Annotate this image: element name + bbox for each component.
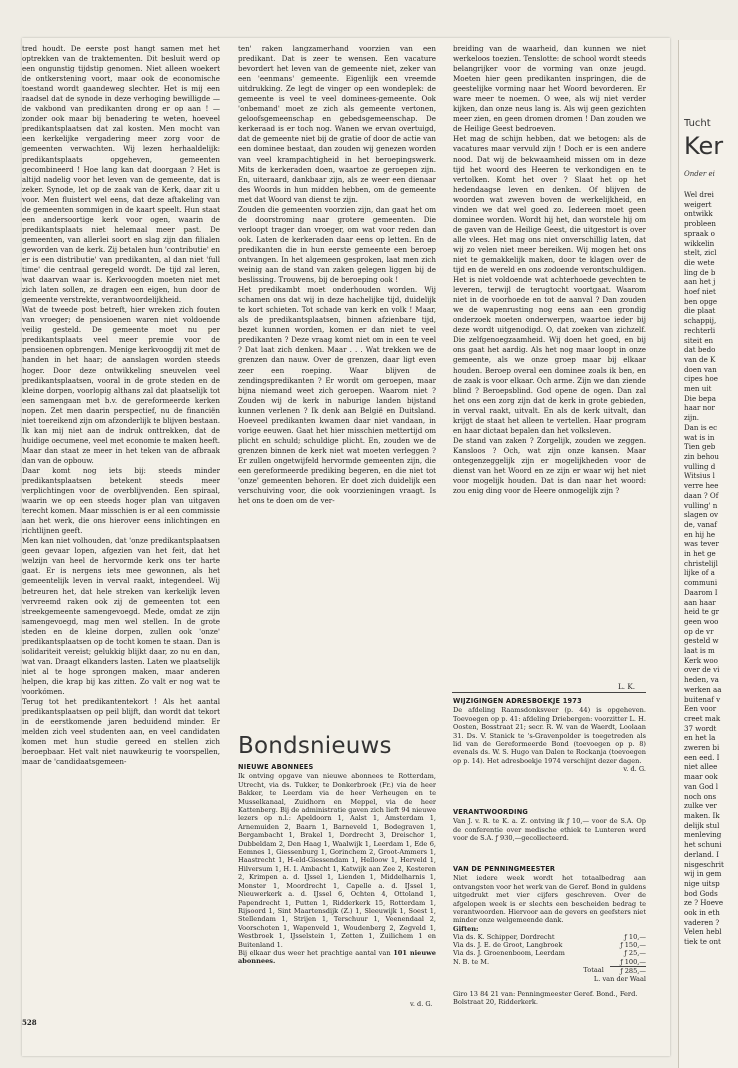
article-column-1 xyxy=(22,44,220,979)
next-page-strip xyxy=(678,40,738,1068)
paragraph: Men kan niet volhouden, dat 'onze predikantsplaatsen geen gevaar lopen, afgezien van het feit, dat het welzijn van heel de hervormde kerk ons ter harte gaat. Er is nergens iets mee gewonnen, als het gemeentelijk leven in verval raakt, integendeel. Wij betreuren het, dat hele streken van kerkelijk leven vervreemd raken ook zij de gemeenten tot een streekgemeente samengevoegd. Mede, omdat ze zijn samengevoegd, mag men wel stellen. In de grote steden en de kleine dorpen, zullen ook 'onze' predikantsplaatsen op de tocht komen te staan. Dan is solidariteit vereist; gelukkig blijkt daar, zo nu en dan, wat van. Draagt elkanders lasten. Laten we plaatselijk niet al te hoge sprongen maken, maar anderen helpen, die krap bij kas zitten. Zo valt er nog wat te voorkómen. xyxy=(22,536,220,696)
section-text: Van J. v. R. te K. a. Z. ontving ik ƒ 10,— voor de S.A. Op de conferentie over medische ethiek te Lunteren werd voor de S.A. ƒ 930,—gecollecteerd. xyxy=(453,817,646,843)
penningmeester-section xyxy=(453,865,646,985)
section-closing: Bij elkaar dus weer het prachtige aantal van 101 nieuwe abonnees. xyxy=(238,948,436,966)
giften-label: Giften: xyxy=(453,924,479,933)
paragraph: ten' raken langzamerhand voorzien van een predikant. Dat is zeer te wensen. Een vacature bevordert het leven van de gemeente niet, zeker van een 'eenmans' gemeente. Eigenlijk een vreemde uitdrukking. Ze legt de vinger op een wondeplek: de gemeente is veel te veel dominees-gemeente. Ook 'onbemand' moet ze zich als gemeente vertonen, geloofsgemeenschap en gebedsgemeenschap. De kerkeraad is er toch nog. Wanen we ervan overtuigd, dat de gemeente niet bij de gratie of door de actie van een dominee bestaat, dan zouden wij genezen worden van veel krampachtigheid in het beroepingswerk. Mits de kerkeraden doen, waartoe ze geroepen zijn. En, uiteraard, dankbaar zijn, als ze weer een dienaar des Woords in hun midden hebben, om de gemeente met dat Woord van dienst te zijn. xyxy=(238,44,436,204)
signoff: L. van der Waal xyxy=(593,974,646,983)
section-text: Ik ontving opgave van nieuwe abonnees te Rotterdam, Utrecht, via ds. Tukker, te Donkerbroek (Fr.) via de heer Bakker, te Leerdam via de heer Verheugen en te Musselkanaal, Zuidhorn en Meppel, via de heer Kattenberg. Bij de administratie gaven zich lieft 94 nieuwe lezers op n.l.: Apeldoorn 1, Aalst 1, Amsterdam 1, Arnemuiden 2, Baarn 1, Barneveld 1, Bodegraven 1, Bergambacht 1, Brakel 1, Dordrecht 3, Dreischor 1, Dubbeldam 2, Den Haag 1, Waalwijk 1, Leerdam 1, Ede 6, Eemnes 1, Giessenburg 1, Gorinchem 2, Groot-Ammers 1, Haastrecht 1, H-eld-Giessendam 1, Helloow 1, Herveld 1, Hilversum 1, H. I. Ambacht 1, Katwijk aan Zee 2, Kesteren 2, Krimpen a. d. IJssel 1, Lienden 1, Middelharnis 1, Monster 1, Moordrecht 1, Capelle a. d. IJssel 1, Nieuwerkerk a. d. IJssel 6, Ochten 4, Ottoland 1, Papendrecht 1, Putten 1, Ridderkerk 15, Rotterdam 1, Rijsoord 1, Sint Maartensdijk (Z.) 1, Sleeuwijk 1, Soest 1, Stellendam 1, Strijen 1, Terschuur 1, Veenendaal 2, Voorschoten 1, Wapenveld 1, Woudenberg 2, Zegveld 1, Westbroek 1, IJsselstein 1, Zetten 1, Zuilichem 1 en Buitenland 1. xyxy=(238,772,436,949)
paragraph: Zouden die gemeenten voorzien zijn, dan gaat het om de doorstroming naar grotere gemeenten. Die verloopt trager dan vroeger, om wat voor reden dan ook. Laten de kerkeraden daar eens op letten. En de predikanten die in hun eerste gemeente een beroep ontvangen. In het algemeen gesproken, laat men zich weinig aan de stand van zaken gelegen liggen bij de beslissing. Trouwens, bij de beroeping ook ! xyxy=(238,204,436,285)
section-heading: Bondsnieuws xyxy=(238,733,392,759)
wijzigingen-section xyxy=(453,697,646,807)
signoff: v. d. G. xyxy=(410,1000,433,1008)
table-row: Via ds. J. E. de Groot, Langbroek ƒ 150,— xyxy=(453,941,646,950)
table-row: N. B. te M. ƒ 100,— xyxy=(453,957,646,966)
paragraph: breiding van de waarheid, dan kunnen we niet werkeloos toezien. Tenslotte: de school wordt steeds belangrijker voor de vorming van onze jeugd. Moeten hier geen predikanten inspringen, die de geestelijke vorming naar het Woord bevorderen. Er ware meer te noemen. O wee, als wij niet verder kijken, dan onze neus lang is. Als wij geen gezichten meer zien, en geen dromen dromen ! Dan zouden we de Heilige Geest bedroeven. xyxy=(453,44,646,134)
next-page-text: Wel drei weigert ontwikk probleen spraak o wikkelin stelt, zicl die wete ling de b aan het j hoef niet ben opge die plaat schappij, rechterli siteit en dat bedo van de K doen van cipes hoe men uit Die bepa haar nor zijn. Dan is ec wat is in Tien geb zin behou vulling d Witsius l verre hee daan ? Of vulling' n slagen ov de, vanaf en hij he was tever in het ge christelijl lijke of a communi Daarom I aan haar heid te gr geen woo op de vr gesteld w laat is m Kerk woo over de vi heden, va werken aa buitenaf v Een voor creet mak 37 wordt en het la zweren bi een eed. I niet allee maar ook van God l noch ons zulke ver maken. Ik delijk stul menleving het schuni derland. I nisgeschrit wij in gem nige uitsp bod Gods ze ? Hoeve ook in eth vaderen ? Velen hebl tiek te ont xyxy=(684,190,724,947)
table-row: Via ds. J. Groenenboom, Leerdam ƒ 25,— xyxy=(453,949,646,958)
paragraph: Terug tot het predikantentekort ! Als het aantal predikantsplaatsen op peil blijft, dan wordt dat tekort in de eerstkomende jaren beduidend minder. Er melden zich veel studenten aan, en veel candidaten komen met hun studie gereed en stellen zich beroepbaar. Het valt niet nauwkeurig te voorspellen, maar de 'candidaatsgemeen- xyxy=(22,697,220,767)
article-column-3 xyxy=(453,44,646,692)
total-row: Totaal ƒ 285,— xyxy=(583,966,646,975)
nieuwe-abonnees-section xyxy=(238,763,436,993)
section-text: Niet iedere week wordt het totaalbedrag aan ontvangsten voor het werk van de Geref. Bond in guldens uitgedrukt met vier cijfers geschreven. Over de afgelopen week is er slechts een bescheiden bedrag te verantwoorden. Hiervoor aan de gevers en geefsters niet minder onze welgemeende dank. xyxy=(453,874,646,925)
page-number: 528 xyxy=(22,1018,37,1027)
next-page-heading: Ker xyxy=(684,132,724,160)
paragraph: Daar komt nog iets bij: steeds minder predikantsplaatsen betekent steeds meer verplichtingen voor de overblijvenden. Een spiraal, waarin we op een steeds hoger plan van uitgaven terecht komen. Maar misschien is er al een commissie aan het werk, die ons hierover eens inlichtingen en richtlijnen geeft. xyxy=(22,465,220,536)
paragraph: tred houdt. De eerste post hangt samen met het optrekken van de traktementen. Dit besluit werd op een ongunstig tijdstip genomen. Niet alleen woekert de ontkerstening voort, maar ook de economische toestand wordt gaandeweg slechter. Het is mij een raadsel dat de synode in deze verhoging bewilligde — de vakbond van predikanten drong er op aan ! — zonder ook maar bij benadering te weten, hoeveel predikantsplaatsen dat zal kosten. Men mocht van een kerkelijke vergadering meer zorg voor de gemeenten verwachten. Wij lezen herhaaldelijk: predikantsplaats opgeheven, gemeenten gecombineerd ! Hoe lang kan dat doorgaan ? Het is altijd nadelig voor het leven van de gemeente, dat is zeker. Synode, let op de zaak van de Kerk, daar zit u voor. Men fluistert wel eens, dat deze aftakeling van de gemeenten sommigen in de kaart speelt. Hun staat een andersoortige kerk voor ogen, waarin de predikantsplaats niet helemaal meer past. De gemeenten, van allerlei soort en slag zijn dan filialen geworden van de kerk. Zij betalen hun 'contributie' en er is een distributie' van predikanten, al dan niet 'full time' die centraal geregeld wordt. De tijd zal leren, wat daarvan waar is. Kerkvoogden moeten niet met zich laten sollen, ze dragen een eigen, hun door de gemeente verstrekte, verantwoordelijkheid. xyxy=(22,44,220,305)
section-divider xyxy=(452,692,646,693)
section-title: VERANTWOORDING xyxy=(453,808,529,816)
article-column-2 xyxy=(238,44,436,696)
article-signature: L. K. xyxy=(618,682,635,691)
next-page-title: Tucht xyxy=(684,118,711,129)
signoff: v. d. G. xyxy=(623,765,646,774)
paragraph: Het mag de schijn hebben, dat we betogen: als de vacatures maar vervuld zijn ! Doch er is een andere nood. Dat wij de bekwaamheid missen om in deze tijd het woord des Heeren te verkondigen en te vertolken. Komt het over ? Slaat het op het hedendaagse leven en denken. Of blijven de woorden wat zweven boven de werkelijkheid, en vinden we dat wel goed zo. Iedereen moet geen dominee worden. Wordt hij het, dan worstele hij om de gaven van de Heilige Geest, die uitgestort is over alle vlees. Het mag ons niet onverschillig laten, dat wij zo velen niet meer bereiken. Wij mogen het ons niet te gemakkelijk maken, door te klagen over de tijd en de wereld en ons zodoende verontschuldigen. Het is niet voldoende wat achterhoede gevechten te leveren, terwijl de terugtocht voortgaat. Waarom niet in de voorhoede en tot de aanval ? Dan zouden we de wapenrusting nog eens aan een grondig onderzoek moeten onderwerpen, waartoe ieder bij deze wordt uitgenodigd. O, dat zoeken van zichzelf. Die zelfgenoegzaamheid. Wij doen het goed, en bij ons gaat het aardig. Als het nog maar loopt in onze gemeente, als we onze groep maar bij elkaar houden. Beroep overal een dominee zoals ik ben, en de zaak is voor elkaar. Och arme. Zijn we dan ziende blind ? Beroepsblind. God opene de ogen. Dan zal het ons een zorg zijn dat de kerk in grote gebieden, in verval raakt, uitvalt. En als de kerk uitvalt, dan krijgt de staat het alleen te vertellen. Haar program en haar dictaat bepalen dan het volksleven. xyxy=(453,134,646,435)
section-title: NIEUWE ABONNEES xyxy=(238,763,314,771)
section-title: VAN DE PENNINGMEESTER xyxy=(453,865,556,873)
giften-table xyxy=(453,933,646,974)
section-title: WIJZIGINGEN ADRESBOEKJE 1973 xyxy=(453,697,582,705)
paragraph: Wat de tweede post betreft, hier wreken zich fouten van vroeger; de pensioenen waren niet voldoende veilig gesteld. De gemeente moet nu per predikantsplaats veel meer premie voor de pensioenen opbrengen. Menige kerkvoogdij zit met de handen in het haar; de aanslagen worden steeds hoger. Door deze ontwikkeling sneuvelen veel predikantsplaatsen, vooral in de grote steden en de kleine dorpen, voorlopig althans zal dat plaatselijk tot een samengaan met b.v. de gereformeerde kerken nopen. Zet men daarin perspectief, nu de financiën niet toereikend zijn om afzonderlijk te blijven bestaan. Ik kan mij niet aan de indruk onttrekken, dat de huidige oecumene, veel met economie te maken heeft. Maar dan staat ze meer in het teken van de afbraak dan van de opbouw. xyxy=(22,305,220,465)
section-text: De afdeling Raamsdonksveer (p. 44) is opgeheven. Toevoegen op p. 41: afdeling Driebergen: voorzitter L. H. Oosten, Bosstraat 21; secr. R. W. van de Waerdt, Loolaan 31. Ds. V. Stanick te 's-Gravenpolder is toegetreden als lid van de Gereformeerde Bond (toevoegen op p. 8) evenals ds. W. S. Hugo van Dalen te Rockanja (toevoegen op p. 14). Het adresboekje 1974 verschijnt dezer dagen. xyxy=(453,706,646,765)
verantwoording-section xyxy=(453,808,646,863)
table-row: Via ds. K. Schipper, Dordrecht ƒ 10,— xyxy=(453,933,646,942)
next-page-subtitle: Onder ei xyxy=(684,170,715,178)
paragraph: Het predikambt moet onderhouden worden. Wij schamen ons dat wij in deze hachelijke tijd, duidelijk te kort schieten. Tot schade van kerk en volk ! Maar, als de predikantsplaatsen, binnen afzienbare tijd, bezet kunnen worden, komen er dan niet te veel predikanten ? Deze vraag komt niet om in een te veel ? Dat laat zich denken. Maar . . . Wat trekken we de grenzen dan nauw. Over de grenzen, daar ligt even zeer een roeping. Waar blijven de zendingspredikanten ? Er wordt om geroepen, maar bijna niemand weet zich geroepen. Waarom niet ? Zouden wij de kerk in naburige landen bijstand kunnen verlenen ? Ik denk aan België en Duitsland. Hoeveel predikanten kwamen daar niet vandaan, in vorige eeuwen. Gaat het hier misschien mettertijd om plicht en schuld; schuldige plicht. En, zouden we de grenzen binnen de kerk niet wat moeten verleggen ? Er zullen ongetwijfeld hervormde gemeenten zijn, die een gereformeerde prediking begeren, en die niet tot 'onze' gemeenten behoren. Er doet zich duidelijk een verschuiving voor, die ook voorzieningen vraagt. Is het ons te doen om de ver- xyxy=(238,285,436,506)
giro-note: Giro 13 84 21 van: Penningmeester Geref. Bond., Ferd. Bolstraat 20, Ridderkerk. xyxy=(453,990,638,1007)
paragraph: De stand van zaken ? Zorgelijk, zouden we zeggen. Kansloos ? Och, wat zijn onze kansen. Maar ontegenzeggelijk zijn er mogelijkheden voor de dienst van het Woord en ze zijn er waar wij het niet voor mogelijk houden. Dat is dan naar het woord: zou enig ding voor de Heere onmogelijk zijn ? xyxy=(453,435,646,496)
